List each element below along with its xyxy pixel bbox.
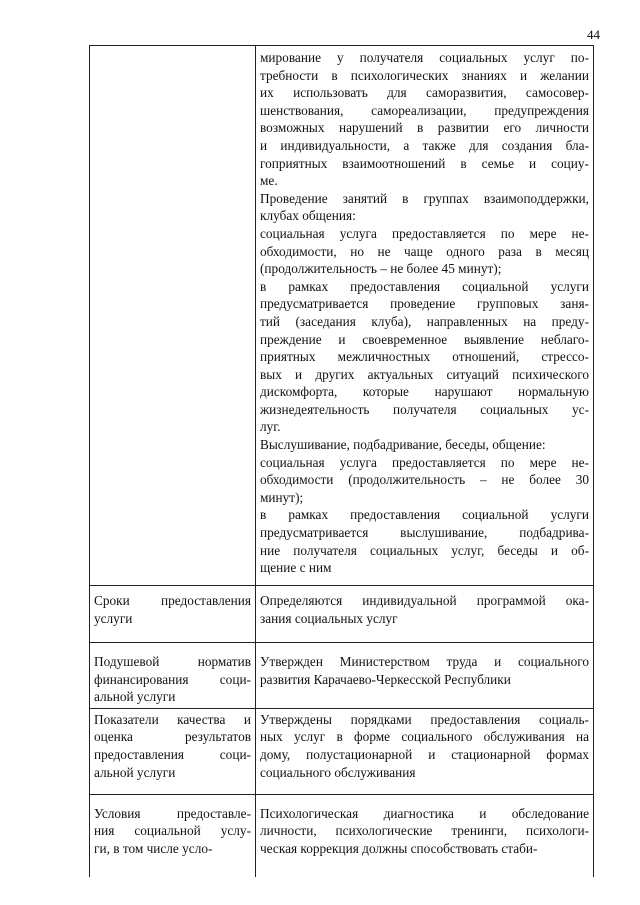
table-row — [90, 643, 594, 709]
text-line: Определяются индивидуальной программой ока- — [260, 593, 589, 608]
text-line: Показатели качества и — [94, 711, 251, 727]
text-line: обходимости (продолжительность – не более 30 — [260, 472, 589, 488]
text-line: преждение и своевременное выявление неблаго- — [260, 331, 589, 347]
text-line: Выслушивание, подбадривание, беседы, общение: — [260, 437, 546, 453]
text-line: альной услуги — [94, 689, 176, 705]
parameter-name-cell — [90, 794, 256, 877]
parameter-name-cell — [90, 643, 256, 709]
text-line: Подушевой норматив — [94, 654, 251, 669]
table-row — [90, 708, 594, 794]
table-row — [90, 586, 594, 643]
text-line: их использовать для саморазвития, самосовер- — [260, 85, 589, 101]
text-line: развития Карачаево-Черкесской Республики — [260, 671, 511, 687]
text-line: Утвержден Министерством труда и социального — [260, 654, 589, 669]
text-line: социальная услуга предоставляется по мере не- — [260, 454, 589, 470]
text-line: альной услуги — [94, 764, 176, 780]
text-line: Условия предоставле- — [94, 805, 251, 821]
text-line: приятных межличностных отношений, стрессо- — [260, 349, 589, 365]
text-line: ние получателя социальных услуг, беседы и об- — [260, 542, 589, 558]
text-line: дому, полустационарной и стационарной формах — [260, 746, 589, 762]
text-line: предусматривается проведение групповых заня- — [260, 296, 589, 312]
text-line: Психологическая диагностика и обследование — [260, 805, 589, 821]
text-line: ных услуг в форме социального обслуживания на — [260, 729, 589, 745]
text-line: зания социальных услуг — [260, 610, 398, 626]
text-line: ги, в том числе усло- — [94, 840, 213, 856]
text-line: ческая коррекция должны способствовать стаби- — [260, 840, 538, 856]
parameter-name-cell — [90, 46, 256, 586]
page-number: 44 — [587, 27, 600, 42]
table-row — [90, 46, 594, 586]
text-line: Проведение занятий в группах взаимоподдержки, — [260, 190, 589, 206]
parameter-value-cell — [256, 643, 594, 709]
text-line: предоставления соци- — [94, 746, 251, 762]
text-line: клубах общения: — [260, 208, 356, 224]
parameter-name-cell — [90, 586, 256, 643]
text-line: социального обслуживания — [260, 764, 416, 780]
text-line: Утверждены порядками предоставления социаль- — [260, 711, 589, 727]
text-line: жизнедеятельность получателя социальных ус- — [260, 401, 589, 417]
text-line: тий (заседания клуба), направленных на преду- — [260, 313, 589, 329]
parameter-value-cell — [256, 794, 594, 877]
text-line: и индивидуальности, а также для создания бла- — [260, 137, 589, 153]
text-line: вых и других актуальных ситуаций психического — [260, 366, 589, 382]
text-line: дискомфорта, которые нарушают нормальную — [260, 384, 589, 400]
text-line: в рамках предоставления социальной услуги — [260, 278, 589, 294]
text-line: оценка результатов — [94, 729, 251, 745]
text-line: возможных нарушений в развитии его личности — [260, 120, 589, 136]
parameter-value-cell — [256, 586, 594, 643]
text-line: предусматривается выслушивание, подбадрива- — [260, 525, 589, 541]
text-line: требности в психологических знаниях и желании — [260, 67, 589, 83]
text-line: личности, психологические тренинги, психологи- — [260, 823, 589, 839]
text-line: услуги — [94, 610, 133, 626]
text-line: луг. — [260, 419, 281, 435]
text-line: ме. — [260, 173, 278, 189]
service-standard-table — [89, 45, 594, 877]
text-line: финансирования соци- — [94, 671, 251, 687]
text-line: минут); — [260, 489, 304, 505]
text-line: обходимости, но не чаще одного раза в месяц — [260, 243, 589, 259]
text-line: социальная услуга предоставляется по мере не- — [260, 225, 589, 241]
text-line: мирование у получателя социальных услуг по- — [260, 50, 589, 65]
text-line: в рамках предоставления социальной услуги — [260, 507, 589, 523]
text-line: гоприятных взаимоотношений в семье и социу- — [260, 155, 589, 171]
parameter-name-cell — [90, 708, 256, 794]
table-row — [90, 794, 594, 877]
text-line: шенствования, самореализации, предупреждения — [260, 102, 589, 118]
text-line: щение с ним — [260, 560, 332, 576]
text-line: Сроки предоставления — [94, 593, 251, 608]
parameter-value-cell — [256, 46, 594, 586]
parameter-value-cell — [256, 708, 594, 794]
text-line: (продолжительность – не более 45 минут); — [260, 261, 502, 277]
text-line: ния социальной услу- — [94, 823, 251, 839]
